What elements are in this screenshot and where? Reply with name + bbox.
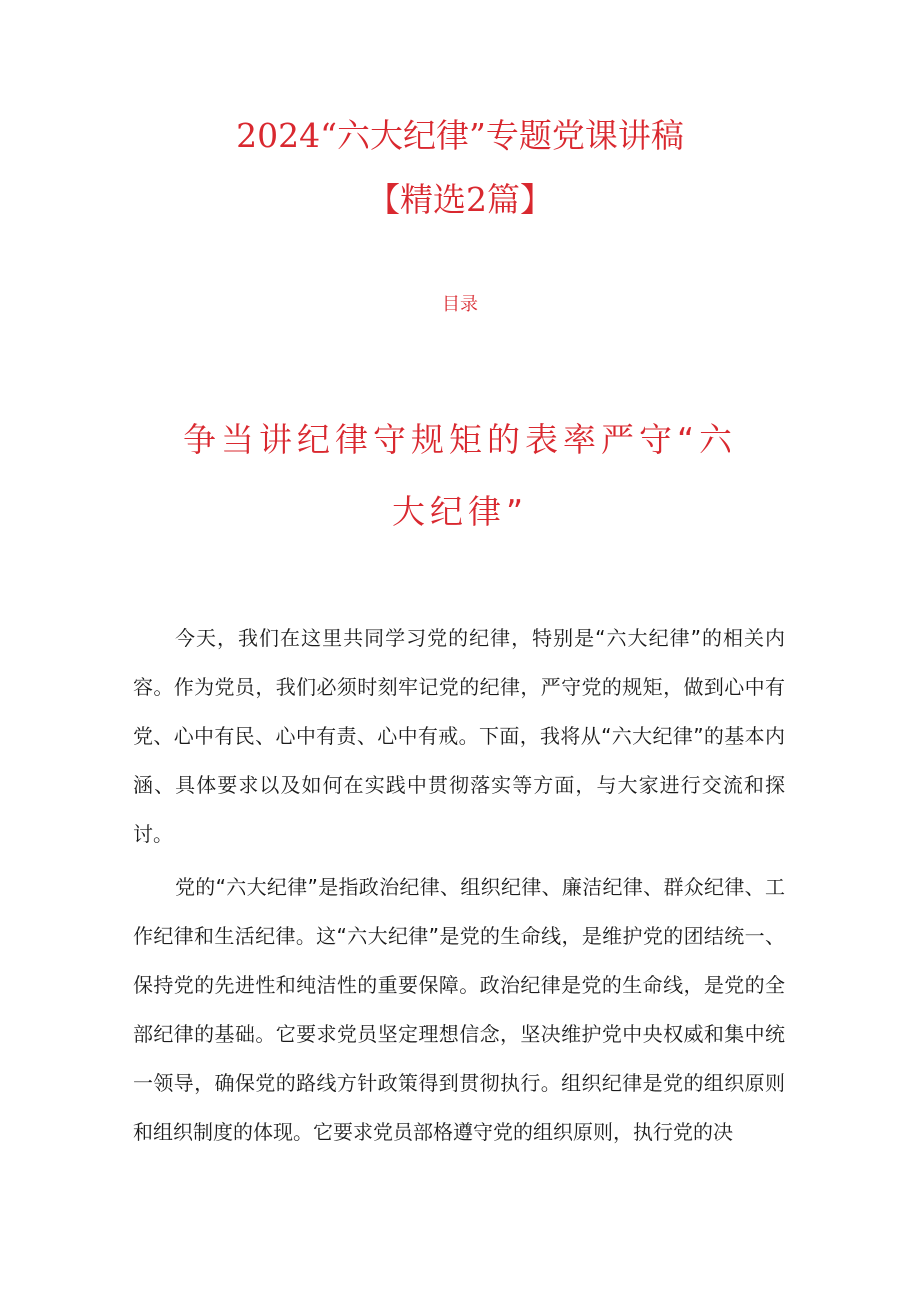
body-paragraph-1: 今天，我们在这里共同学习党的纪律，特别是“六大纪律”的相关内容。作为党员，我们必须时刻牢记党的纪律，严守党的规矩，做到心中有党、心中有民、心中有责、心中有戒。下面，我将从“六大纪律”的基本内涵、具体要求以及如何在实践中贯彻落实等方面，与大家进行交流和探讨。 [133,626,785,846]
document-title-line1: 2024“六大纪律”专题党课讲稿 [236,116,684,155]
section-heading-line2: 大纪律” [391,492,529,531]
document-title-line2: 【精选2篇】 [367,180,553,219]
body-paragraph-2: 党的“六大纪律”是指政治纪律、组织纪律、廉洁纪律、群众纪律、工作纪律和生活纪律。这“六大纪律”是党的生命线，是维护党的团结统一、保持党的先进性和纯洁性的重要保障。政治纪律是党的生命线，是党的全部纪律的基础。它要求党员坚定理想信念，坚决维护党中央权威和集中统一领导，确保党的路线方针政策得到贯彻执行。组织纪律是党的组织原则和组织制度的体现。它要求党员部格遵守党的组织原则，执行党的决 [133,875,785,1144]
section-heading-line1: 争当讲纪律守规矩的表率严守“六 [182,420,738,459]
table-of-contents-label: 目录 [442,294,478,315]
